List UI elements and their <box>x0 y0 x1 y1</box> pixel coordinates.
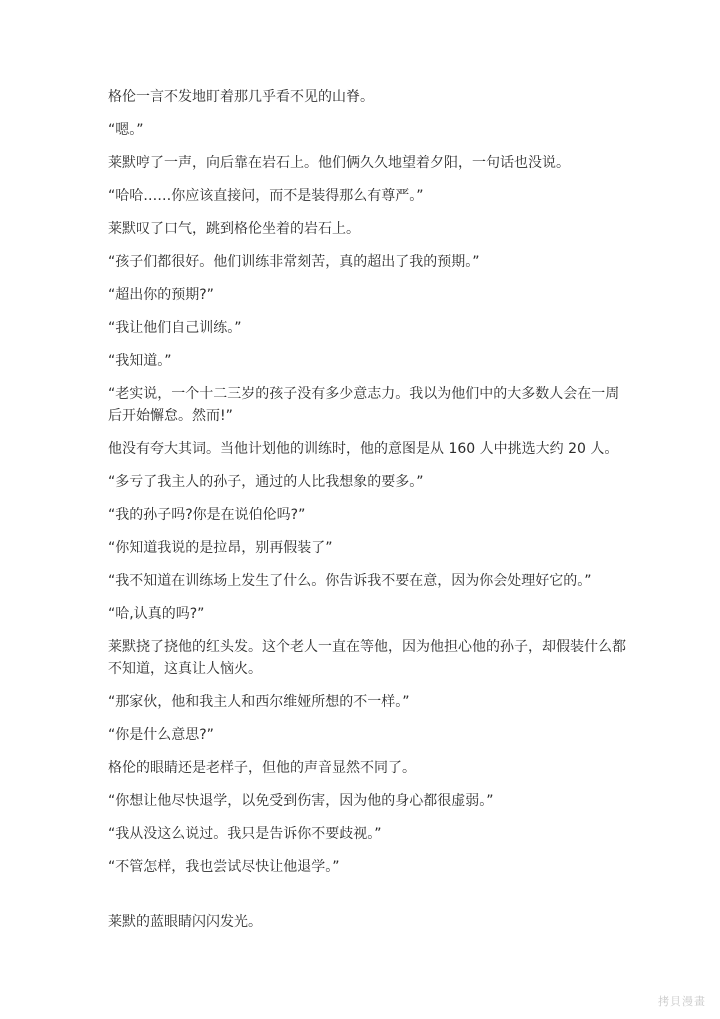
paragraph: “孩子们都很好。他们训练非常刻苦，真的超出了我的预期。” <box>108 254 480 270</box>
paragraph: “我从没这么说过。我只是告诉你不要歧视。” <box>108 826 382 842</box>
paragraph: “哈哈……你应该直接问，而不是装得那么有尊严。” <box>108 188 424 204</box>
text-body <box>108 86 628 944</box>
paragraph: “你知道我说的是拉昂，别再假装了” <box>108 540 333 556</box>
paragraph: “嗯。” <box>108 122 144 138</box>
paragraph: 莱默叹了口气，跳到格伦坐着的岩石上。 <box>108 221 360 237</box>
paragraph: “我的孙子吗?你是在说伯伦吗?” <box>108 507 306 523</box>
paragraph: “我让他们自己训练。” <box>108 320 242 336</box>
paragraph: “我不知道在训练场上发生了什么。你告诉我不要在意，因为你会处理好它的。” <box>108 573 592 589</box>
paragraph: “哈,认真的吗?” <box>108 606 205 622</box>
paragraph: “你想让他尽快退学，以免受到伤害，因为他的身心都很虚弱。” <box>108 793 494 809</box>
paragraph: 格伦的眼睛还是老样子，但他的声音显然不同了。 <box>108 760 416 776</box>
paragraph: “你是什么意思?” <box>108 727 214 743</box>
paragraph: “超出你的预期?” <box>108 287 214 303</box>
paragraph: “老实说，一个十二三岁的孩子没有多少意志力。我以为他们中的大多数人会在一周后开始懈怠。然而!” <box>108 386 620 424</box>
paragraph: “我知道。” <box>108 353 172 369</box>
paragraph: “多亏了我主人的孙子，通过的人比我想象的要多。” <box>108 474 424 490</box>
paragraph: 格伦一言不发地盯着那几乎看不见的山脊。 <box>108 89 374 105</box>
watermark-text: 拷貝漫畫 <box>658 995 706 1008</box>
paragraph: 莱默挠了挠他的红头发。这个老人一直在等他，因为他担心他的孙子，却假装什么都不知道，这真让人恼火。 <box>108 639 626 677</box>
paragraph: “不管怎样，我也尝试尽快让他退学。” <box>108 859 340 875</box>
paragraph: 莱默的蓝眼睛闪闪发光。 <box>108 914 262 930</box>
paragraph: 他没有夸大其词。当他计划他的训练时，他的意图是从 160 人中挑选大约 20 人。 <box>108 441 619 457</box>
paragraph: 莱默哼了一声，向后靠在岩石上。他们俩久久地望着夕阳，一句话也没说。 <box>108 155 570 171</box>
paragraph: “那家伙，他和我主人和西尔维娅所想的不一样。” <box>108 694 410 710</box>
